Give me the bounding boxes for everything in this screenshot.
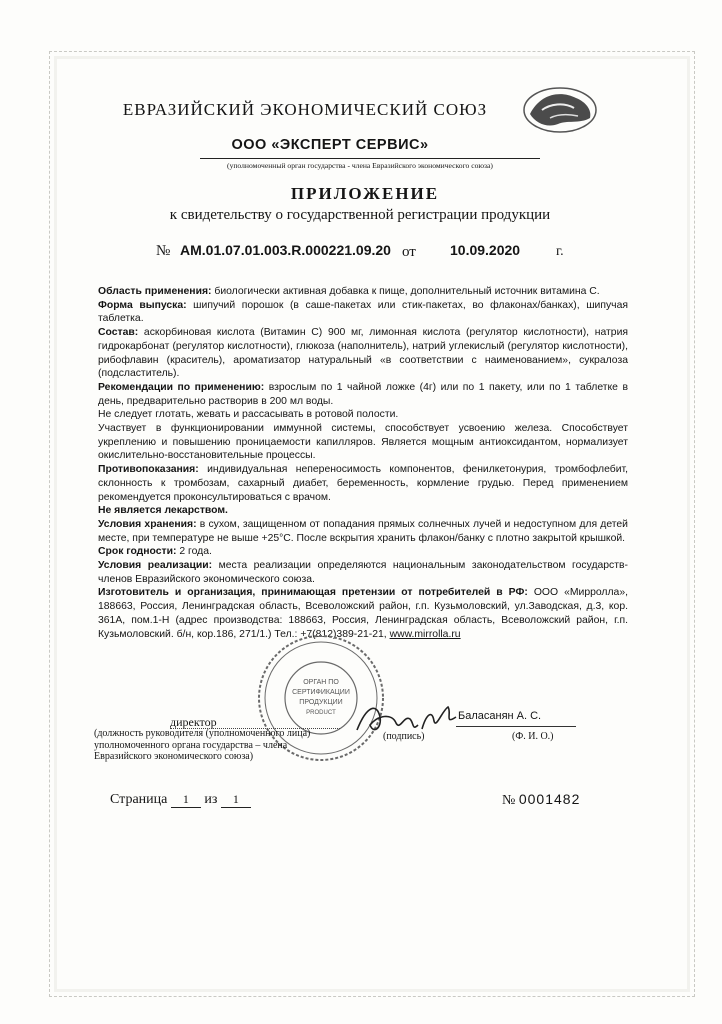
page-indicator xyxy=(110,792,251,808)
divider xyxy=(200,158,540,159)
area-paragraph xyxy=(98,285,628,299)
not-drug-text: Не является лекарством. xyxy=(98,505,228,517)
usage-note: Не следует глотать, жевать и рассасывать в ротовой полости. xyxy=(98,409,399,421)
certificate-date: 10.09.2020 xyxy=(450,242,521,258)
organization-name: ООО «ЭКСПЕРТ СЕРВИС» xyxy=(231,137,429,153)
document-subtitle: к свидетельству о государственной регистрации продукции xyxy=(169,207,551,223)
form-label: Форма выпуска: xyxy=(98,299,187,311)
composition-text: аскорбиновая кислота (Витамин С) 900 мг, лимонная кислота (регулятор кислотности), натрия гидрокарбонат (регулятор кислотности), глюкоза (наполнитель), натрий углекислый (регулятор кислотности), рибофлавин (краситель), ароматизатор натуральный «в соответствии с наименованием», сукралоза (подсластитель). xyxy=(98,327,628,380)
of-label: из xyxy=(204,792,218,807)
composition-paragraph xyxy=(98,326,628,381)
contra-text: индивидуальная непереносимость компонентов, фенилкетонурия, тромбофлебит, склонность к тромбозам, сахарный диабет, беременность, кормление грудью. Перед применением рекомендуется проконсультироваться с врачом. xyxy=(98,464,628,503)
organization-note: (уполномоченный орган государства - члена Евразийского экономического союза) xyxy=(227,161,493,170)
number-label: № xyxy=(156,243,171,259)
union-title: ЕВРАЗИЙСКИЙ ЭКОНОМИЧЕСКИЙ СОЮЗ xyxy=(122,100,488,119)
maker-text: ООО «Мирролла», 188663, Россия, Ленинградская область, Всеволожский район, г.п. Кузьмоловский, ул.Заводская, д.3, кор. 361А, пом.1-Н (адрес производства: 188663, Россия, Ленинградская область, Всеволожский район, г.п. Кузьмоловский. б/н, кор.186, 271/1.) Тел.: +7(812)389-21-21, xyxy=(98,587,629,640)
composition-label: Состав: xyxy=(98,327,139,339)
not-drug-note xyxy=(98,504,628,518)
role-note: (должность руководителя (уполномоченного лица) уполномоченного органа государства – члена Евразийского экономического союза) xyxy=(94,728,311,762)
from-label: от xyxy=(402,244,416,260)
shelf-paragraph xyxy=(98,545,628,559)
storage-text: в сухом, защищенном от попадания прямых солнечных лучей и недоступном для детей месте, при температуре не выше +25°С. После вскрытия хранить флакон/банку с плотно закрытой крышкой. xyxy=(98,518,628,544)
sale-label: Условия реализации: xyxy=(98,560,213,572)
serial-label: № xyxy=(502,793,516,808)
svg-text:СЕРТИФИКАЦИИ: СЕРТИФИКАЦИИ xyxy=(292,689,350,696)
emblem-icon xyxy=(520,80,600,138)
svg-text:ОРГАН ПО: ОРГАН ПО xyxy=(303,679,339,686)
fio-note: (Ф. И. О.) xyxy=(512,731,554,742)
storage-label: Условия хранения: xyxy=(98,518,197,530)
certificate-number: AM.01.07.01.003.R.000221.09.20 xyxy=(180,242,391,258)
svg-text:PRODUCT: PRODUCT xyxy=(306,710,336,716)
area-text: биологически активная добавка к пище, дополнительный источник витамина С. xyxy=(211,286,600,297)
name-line xyxy=(456,726,576,727)
document-body xyxy=(98,285,628,641)
usage-paragraph xyxy=(98,381,628,408)
document-title: ПРИЛОЖЕНИЕ xyxy=(290,184,440,203)
signature-note: (подпись) xyxy=(383,731,425,742)
usage-label: Рекомендации по применению: xyxy=(98,381,265,393)
serial-number: 0001482 xyxy=(518,791,581,807)
website-link[interactable]: www.mirrolla.ru xyxy=(389,628,461,640)
serial-block xyxy=(502,791,580,809)
form-paragraph xyxy=(98,299,628,326)
year-suffix: г. xyxy=(556,244,564,259)
area-label: Область применения: xyxy=(98,286,212,297)
maker-label: Изготовитель и организация, принимающая претензии от потребителей в РФ: xyxy=(98,587,528,599)
page-current: 1 xyxy=(171,792,201,808)
page-total: 1 xyxy=(221,792,251,808)
contra-paragraph xyxy=(98,463,628,504)
sale-paragraph xyxy=(98,559,628,586)
usage-text: взрослым по 1 чайной ложке (4г) или по 1 пакету, или по 1 таблетке в день, предварительно растворив в 200 мл воды. xyxy=(98,381,628,407)
storage-paragraph xyxy=(98,518,628,545)
director-position: директор xyxy=(170,715,217,729)
contra-label: Противопоказания: xyxy=(98,464,199,476)
action-paragraph: Участвует в функционировании иммунной системы, способствует усвоению железа. Способствует укреплению и повышению проницаемости капилляров. Является мощным антиоксидантом, нормализует окислительно-восстановительные процессы. xyxy=(98,423,628,462)
signer-name: Баласанян А. С. xyxy=(458,710,542,722)
svg-text:ПРОДУКЦИИ: ПРОДУКЦИИ xyxy=(299,699,343,706)
shelf-label: Срок годности: xyxy=(98,546,177,558)
sale-text: места реализации определяются национальным законодательством государств-членов Евразийского экономического союза. xyxy=(98,560,628,585)
page-label: Страница xyxy=(110,792,168,807)
form-text: шипучий порошок (в саше-пакетах или стик-пакетах, во флаконах/банках), шипучая таблетка. xyxy=(98,299,628,325)
shelf-text: 2 года. xyxy=(176,546,212,558)
